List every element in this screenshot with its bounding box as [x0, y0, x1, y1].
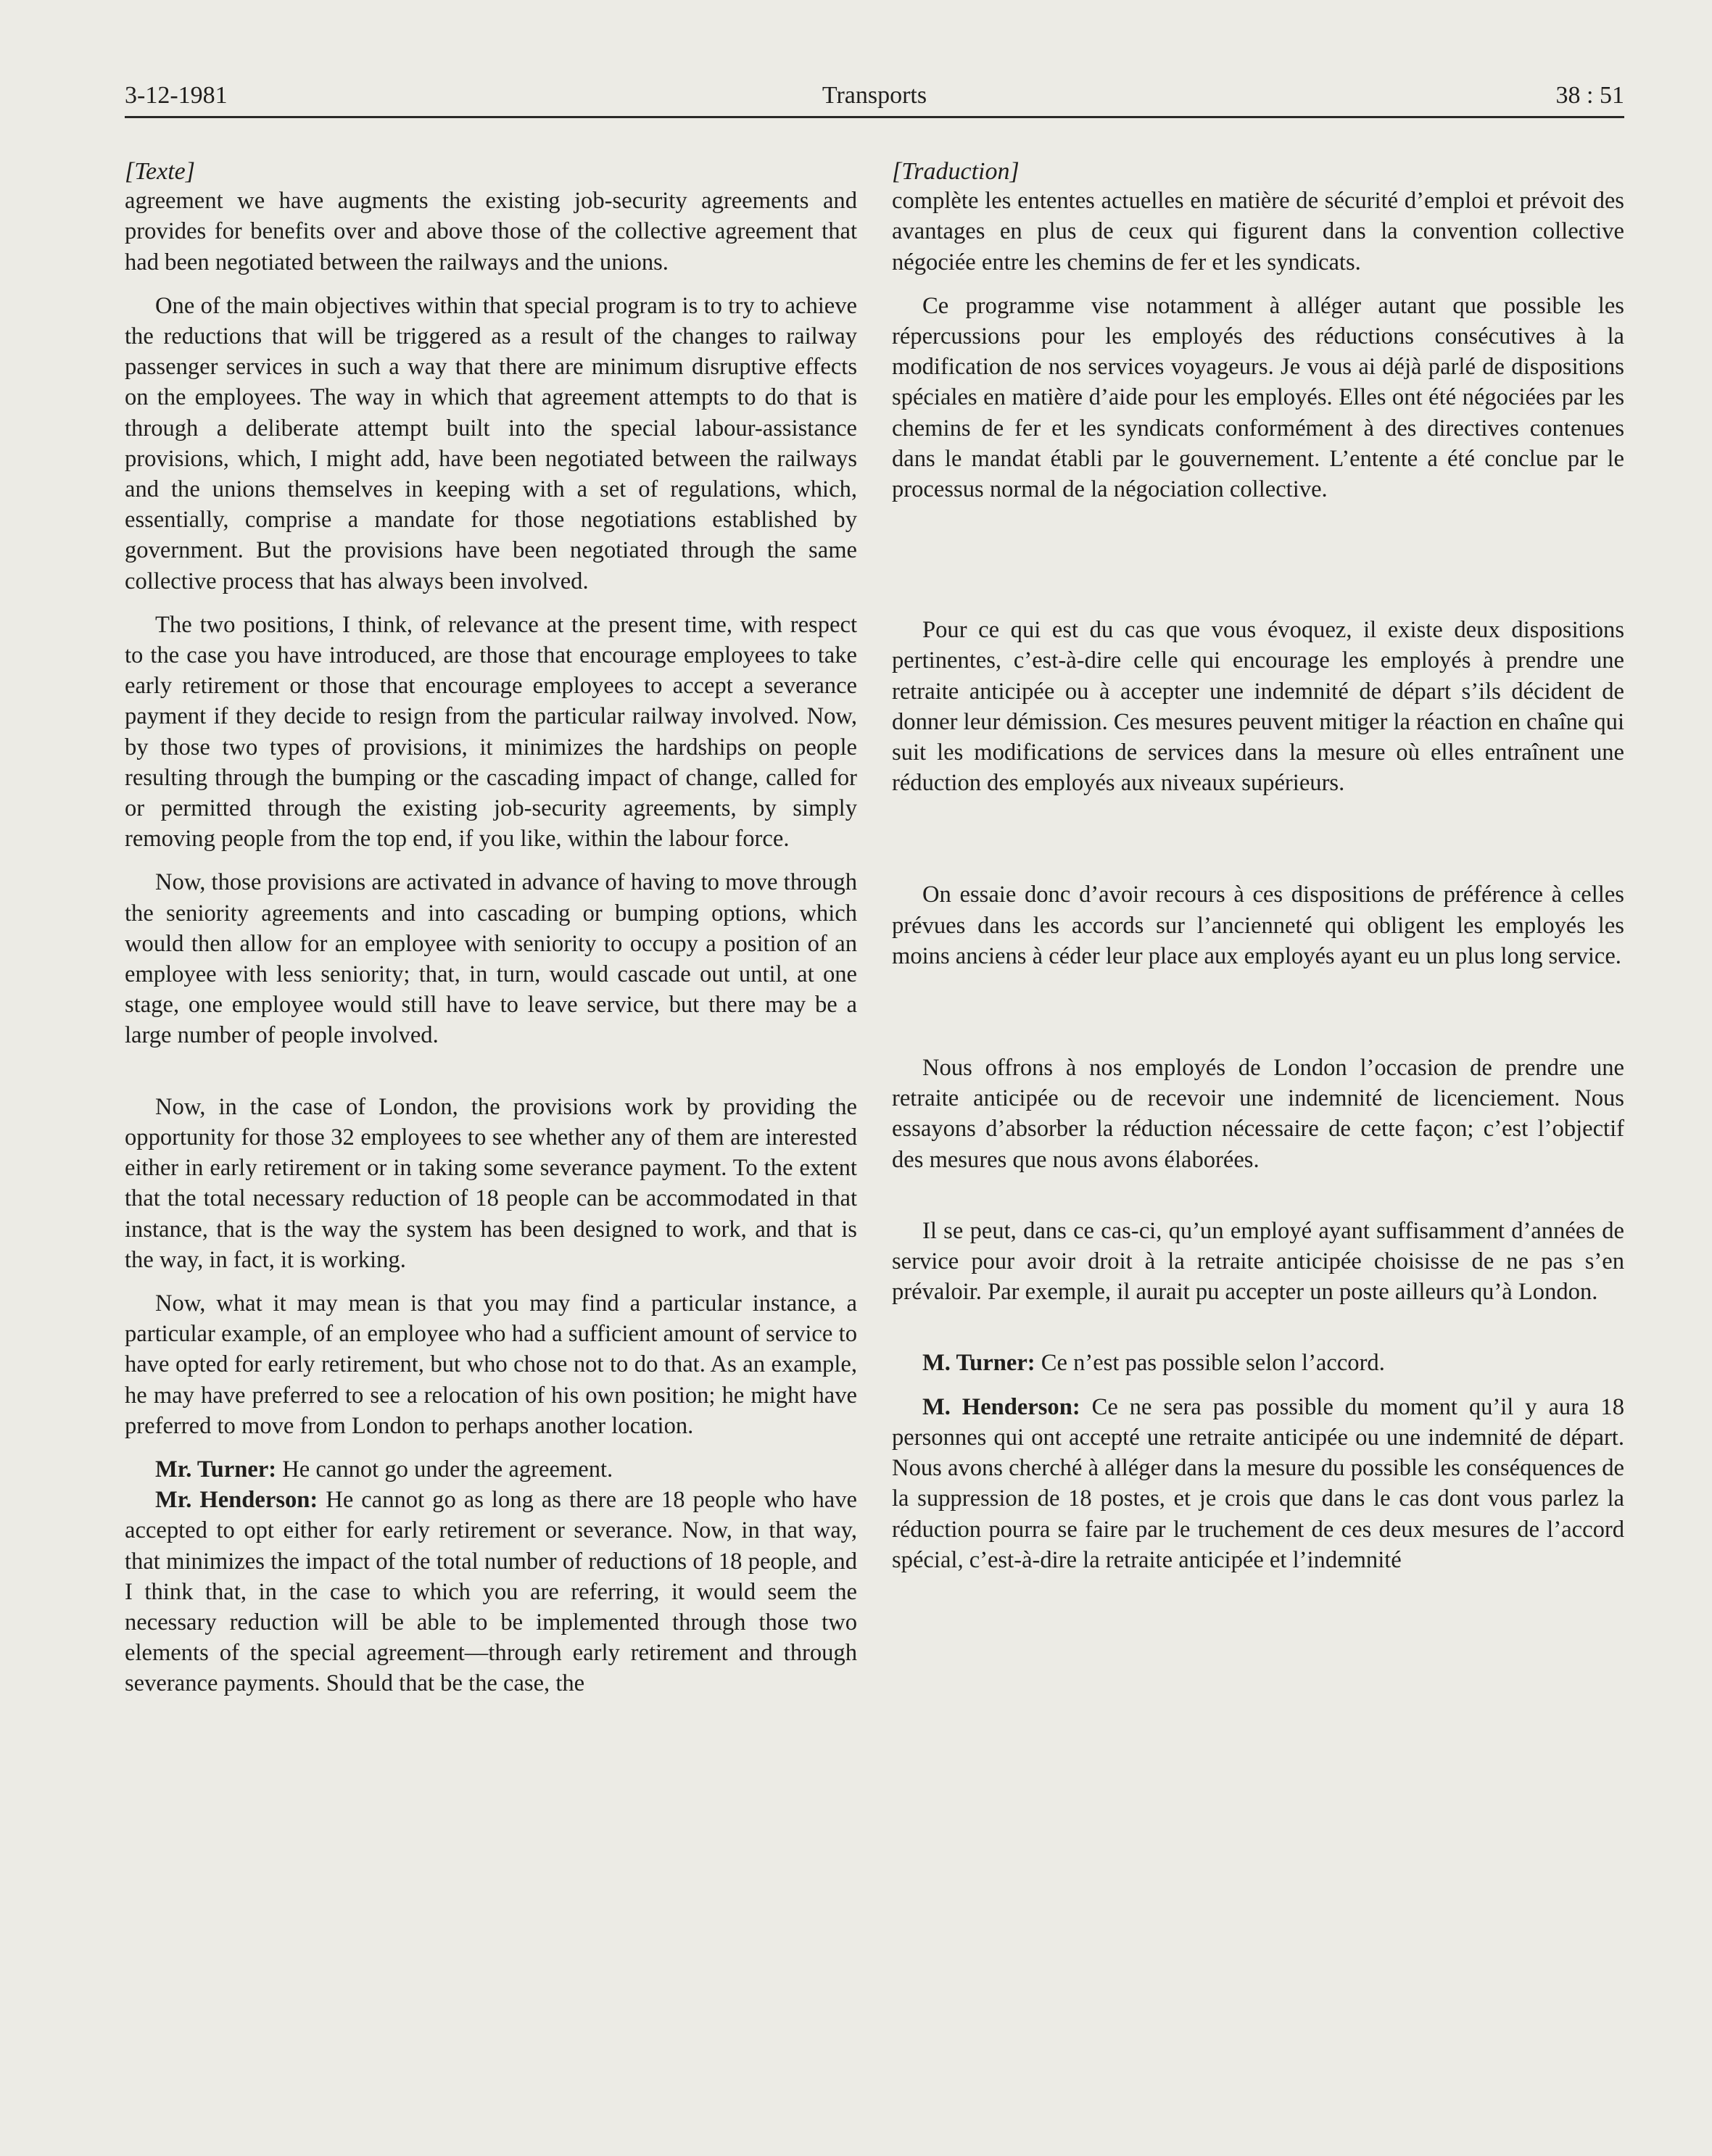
- french-paragraph-3: Pour ce qui est du cas que vous évoquez, il existe deux dispositions pertinentes, c’est-à-dire celle qui encourage les employés à prendre une retraite anticipée ou à accepter une indemnité de départ s’ils décident de donner leur démission. Ces mesures peuvent mitiger la réaction en chaîne qui suit les modifications de services dans la mesure où elles entraînent une réduction des employés aux niveaux supérieurs.: [892, 617, 1624, 797]
- french-column: [892, 157, 1624, 1575]
- speaker-name: Mr. Turner:: [155, 1456, 277, 1483]
- french-paragraph-5: Nous offrons à nos employés de London l’occasion de prendre une retraite anticipée ou de recevoir une indemnité de licenciement. Nous essayons d’absorber la réduction nécessaire de cette façon; c’est l’objectif des mesures que nous avons élaborées.: [892, 1055, 1624, 1173]
- english-paragraph-2: One of the main objectives within that special program is to try to achieve the reductions that will be triggered as a result of the changes to railway passenger services in such a way that there are minimum disruptive effects on the employees. The way in which that agreement attempts to do that is through a deliberate attempt built into the special labour-assistance provisions, which, I might add, have been negotiated between the railways and the unions themselves in keeping with a set of regulations, which, essentially, comprise a mandate for those negotiations established by government. But the provisions have been negotiated through the same collective process that has always been involved.: [125, 292, 857, 594]
- english-paragraph-6: Now, what it may mean is that you may find a particular instance, a particular example, of an employee who had a sufficient amount of service to have opted for early retirement, but who chose not to do that. As an example, he may have preferred to see a relocation of his own position; he might have preferred to move from London to perhaps another location.: [125, 1290, 857, 1439]
- header-date: 3-12-1981: [125, 82, 228, 109]
- header-page-number: 38 : 51: [1555, 82, 1624, 109]
- speech-text: He cannot go under the agreement.: [276, 1456, 613, 1483]
- english-column: [125, 157, 857, 1699]
- french-paragraph-6: Il se peut, dans ce cas-ci, qu’un employé ayant suffisamment d’années de service pour avoir droit à la retraite anticipée choisisse de ne pas s’en prévaloir. Par exemple, il aurait pu accepter un poste ailleurs qu’à London.: [892, 1217, 1624, 1306]
- english-speech-henderson: [125, 1485, 857, 1699]
- speech-text: Ce ne sera pas possible du moment qu’il y aura 18 personnes qui ont accepté une retraite anticipée ou une indemnité de départ. Nous avons cherché à alléger dans la mesure du possible les conséquences de la suppression de 18 postes, et je crois que dans le cas dont vous parlez la réduction pourra se faire par le truchement de ces deux mesures de l’accord spécial, c’est-à-dire la retraite anticipée et l’indemnité: [892, 1393, 1624, 1573]
- speaker-name: M. Henderson:: [922, 1393, 1080, 1420]
- english-column-tag: [Texte]: [125, 158, 195, 185]
- english-paragraph-5: Now, in the case of London, the provisions work by providing the opportunity for those 32 employees to see whether any of them are interested either in early retirement or in taking some severance payment. To the extent that the total necessary reduction of 18 people can be accommodated in that instance, that is the way the system has been designed to work, and that is the way, in fact, it is working.: [125, 1093, 857, 1273]
- french-speech-henderson: [892, 1392, 1624, 1575]
- speech-text: He cannot go as long as there are 18 people who have accepted to opt either for early retirement or severance. Now, in that way, that minimizes the impact of the total number of reductions of 18 people, and I think that, in the case to which you are referring, it would seem the necessary reduction will be able to be implemented through those two elements of the special agreement—through early retirement and through severance payments. Should that be the case, the: [125, 1487, 857, 1697]
- speaker-name: Mr. Henderson:: [155, 1487, 318, 1514]
- english-speech-turner: [125, 1454, 857, 1485]
- french-paragraph-4: On essaie donc d’avoir recours à ces dispositions de préférence à celles prévues dans les accords sur l’ancienneté qui obligent les employés les moins anciens à céder leur place aux employés ayant eu un plus long service.: [892, 882, 1624, 969]
- page-header: [125, 78, 1624, 118]
- french-paragraph-1: complète les ententes actuelles en matière de sécurité d’emploi et prévoit des avantages en plus de ceux qui figurent dans la convention collective négociée entre les chemins de fer et les syndicats.: [892, 188, 1624, 275]
- french-paragraph-2: Ce programme vise notamment à alléger autant que possible les répercussions pour les employés des réductions consécutives à la modification de nos services voyageurs. Je vous ai déjà parlé de dispositions spéciales en matière d’aide pour les employés. Elles ont été négociées par les chemins de fer et les syndicats conformément à des directives contenues dans le mandat établi par le gouvernement. L’entente a été conclue par le processus normal de la négociation collective.: [892, 292, 1624, 503]
- speech-text: Ce n’est pas possible selon l’accord.: [1035, 1350, 1385, 1377]
- speaker-name: M. Turner:: [922, 1350, 1035, 1377]
- french-column-tag: [Traduction]: [892, 158, 1020, 185]
- english-paragraph-1: agreement we have augments the existing job-security agreements and provides for benefits over and above those of the collective agreement that had been negotiated between the railways and the unions.: [125, 188, 857, 275]
- english-paragraph-3: The two positions, I think, of relevance at the present time, with respect to the case you have introduced, are those that encourage employees to take early retirement or those that encourage employees to accept a severance payment if they decide to resign from the particular railway involved. Now, by those two types of provisions, it minimizes the hardships on people resulting through the bumping or the cascading impact of change, called for or permitted through the existing job-security agreements, by simply removing people from the top end, if you like, within the labour force.: [125, 611, 857, 853]
- header-title: Transports: [822, 82, 927, 109]
- english-paragraph-4: Now, those provisions are activated in advance of having to move through the seniority agreements and into cascading or bumping options, which would then allow for an employee with seniority to occupy a position of an employee with less seniority; that, in turn, would cascade out until, at one stage, one employee would still have to leave service, but there may be a large number of people involved.: [125, 869, 857, 1049]
- french-speech-turner: [892, 1348, 1624, 1378]
